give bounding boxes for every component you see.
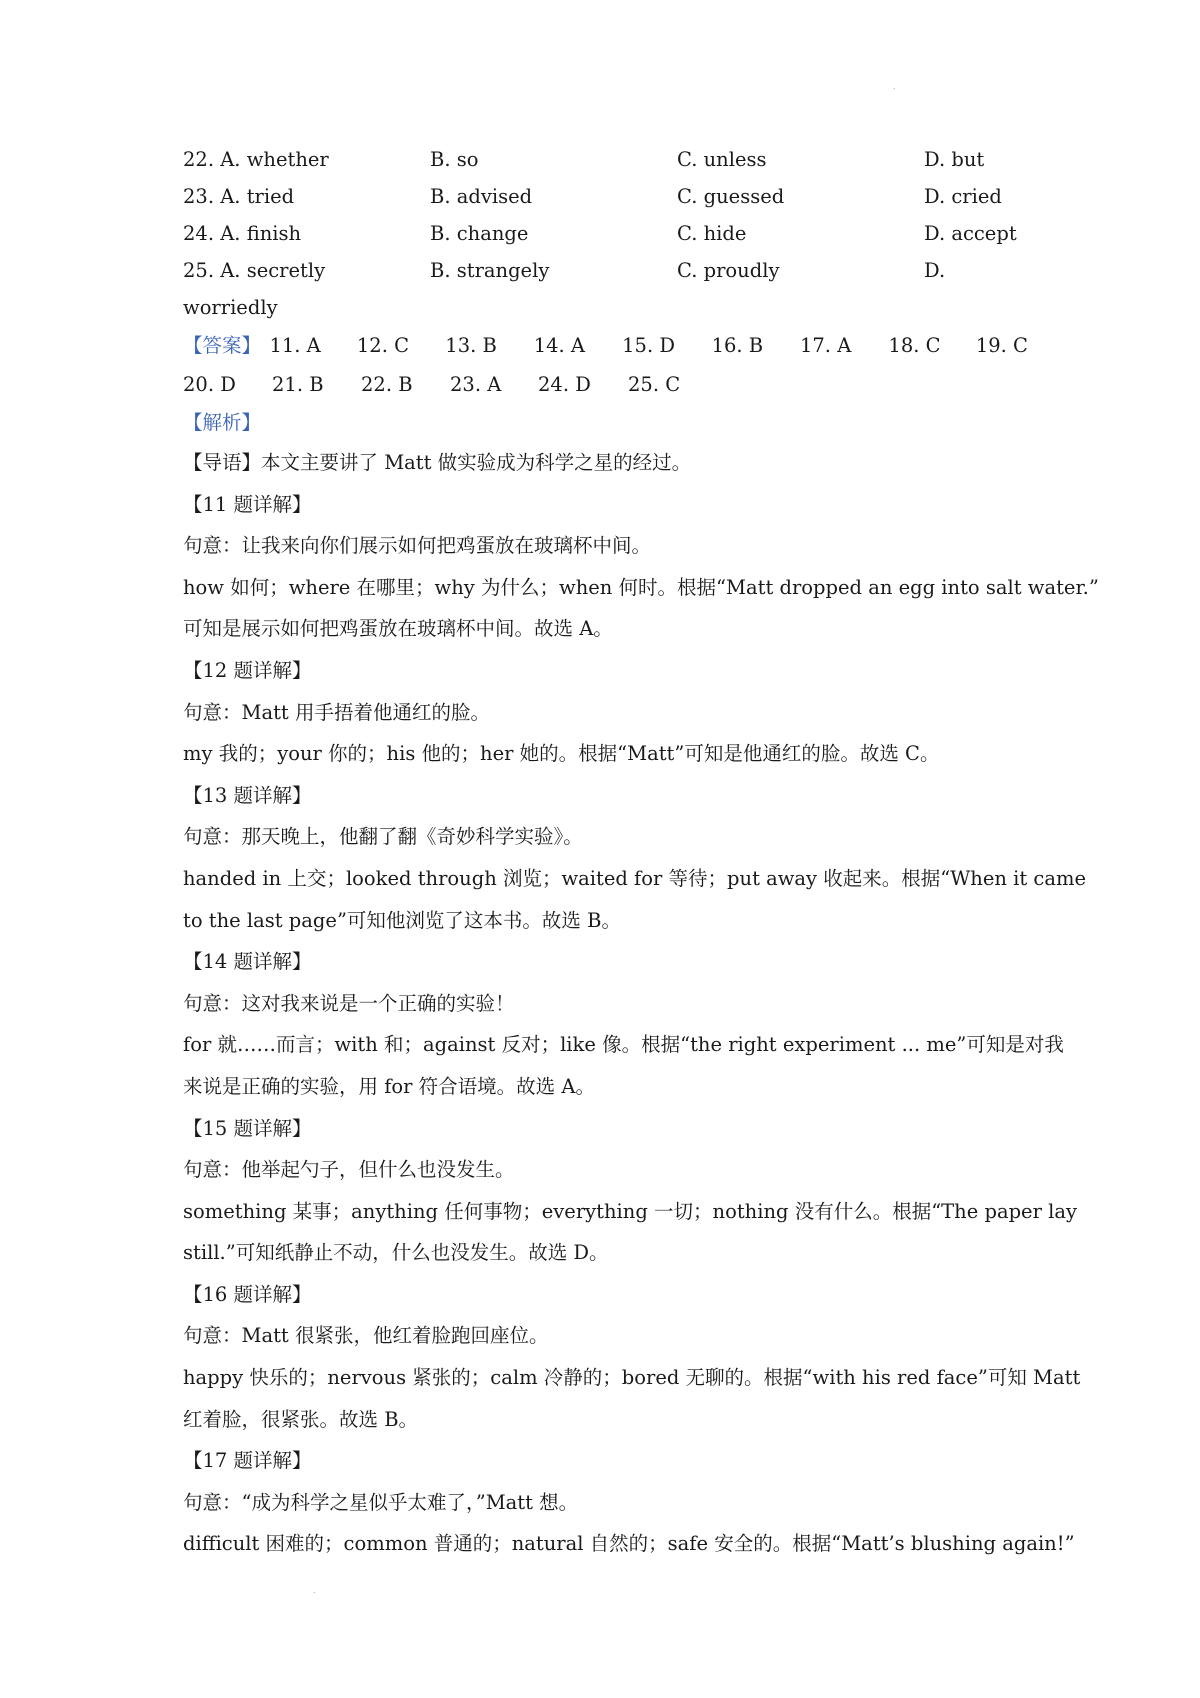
option-b: B. change (430, 222, 529, 245)
scan-dot: . (893, 82, 896, 91)
option-c: C. proudly (677, 259, 780, 282)
q11-translation: 句意：让我来向你们展示如何把鸡蛋放在玻璃杯中间。 (183, 534, 652, 558)
option-b: B. advised (430, 185, 533, 208)
q15-explanation: something 某事；anything 任何事物；everything 一切；nothing 没有什么。根据“The paper lay (183, 1199, 1078, 1223)
q16-heading: 【16 题详解】 (183, 1282, 312, 1306)
q14-explanation: for 就……而言；with 和；against 反对；like 像。根据“the right experiment ... me”可知是对我 (183, 1033, 1064, 1057)
option-row (183, 141, 1028, 178)
q16-explanation: happy 快乐的；nervous 紧张的；calm 冷静的；bored 无聊的。根据“with his red face”可知 Matt (183, 1366, 1081, 1390)
option-d: D. accept (924, 222, 1017, 245)
option-b: B. so (430, 148, 479, 171)
q13-explanation: handed in 上交；looked through 浏览；waited for 等待；put away 收起来。根据“When it came (183, 866, 1086, 890)
answer-item: 11. A (269, 334, 321, 357)
answer-item: 22. B (361, 373, 413, 396)
q17-heading: 【17 题详解】 (183, 1449, 312, 1473)
answer-item: 24. D (538, 373, 591, 396)
option-row (183, 178, 1028, 215)
answer-item: 23. A (450, 373, 502, 396)
q14-explanation: 来说是正确的实验，用 for 符合语境。故选 A。 (183, 1074, 595, 1098)
option-b: B. strangely (430, 259, 550, 282)
option-a: 24. A. finish (183, 222, 302, 245)
option-a: 23. A. tried (183, 185, 295, 208)
intro-line: 【导语】本文主要讲了 Matt 做实验成为科学之星的经过。 (183, 451, 692, 474)
answer-item: 12. C (356, 334, 410, 357)
q16-translation: 句意：Matt 很紧张，他红着脸跑回座位。 (183, 1324, 549, 1348)
q12-heading: 【12 题详解】 (183, 658, 312, 682)
q14-heading: 【14 题详解】 (183, 950, 312, 974)
q15-explanation: still.”可知纸静止不动，什么也没发生。故选 D。 (183, 1241, 609, 1265)
q11-explanation: how 如何；where 在哪里；why 为什么；when 何时。根据“Matt dropped an egg into salt water.” (183, 575, 1099, 599)
q11-explanation: 可知是展示如何把鸡蛋放在玻璃杯中间。故选 A。 (183, 617, 613, 641)
q15-heading: 【15 题详解】 (183, 1116, 312, 1140)
option-row (183, 252, 1028, 289)
answer-item: 13. B (445, 334, 497, 357)
q14-translation: 句意：这对我来说是一个正确的实验！ (183, 991, 515, 1015)
q16-explanation: 红着脸，很紧张。故选 B。 (183, 1407, 419, 1431)
q13-heading: 【13 题详解】 (183, 783, 312, 807)
q13-translation: 句意：那天晚上，他翻了翻《奇妙科学实验》。 (183, 825, 583, 849)
q12-explanation: my 我的；your 你的；his 他的；her 她的。根据“Matt”可知是他通红的脸。故选 C。 (183, 742, 940, 766)
answer-item: 19. C (975, 334, 1028, 357)
option-a: 25. A. secretly (183, 259, 326, 282)
scan-dot: . (313, 1586, 316, 1595)
option-row (183, 215, 1028, 252)
answer-item: 14. A (533, 334, 586, 357)
option-d: D. but (924, 148, 985, 171)
answers-row (183, 326, 1028, 365)
option-c: C. guessed (677, 185, 785, 208)
answer-item: 16. B (711, 334, 764, 357)
options-block (183, 141, 1028, 326)
answer-item: 17. A (799, 334, 852, 357)
answer-item: 18. C (888, 334, 941, 357)
q15-translation: 句意：他举起勺子，但什么也没发生。 (183, 1158, 515, 1182)
q17-explanation: difficult 困难的；common 普通的；natural 自然的；safe 安全的。根据“Matt’s blushing again!” (183, 1532, 1075, 1556)
answers-row (183, 365, 1028, 404)
q17-translation: 句意：“成为科学之星似乎太难了，”Matt 想。 (183, 1490, 579, 1514)
option-a: 22. A. whether (183, 148, 329, 171)
q11-heading: 【11 题详解】 (183, 492, 312, 516)
document-body (183, 141, 1099, 1565)
option-wrap: worriedly (183, 296, 278, 319)
answer-item: 21. B (272, 373, 324, 396)
analysis-text (183, 442, 1099, 1565)
answer-item: 15. D (622, 334, 675, 357)
analysis-label: 【解析】 (183, 411, 262, 434)
q13-explanation: to the last page”可知他浏览了这本书。故选 B。 (183, 908, 621, 932)
answer-item: 25. C (628, 373, 681, 396)
answer-label: 【答案】 (183, 334, 262, 357)
option-d: D. cried (924, 185, 1002, 208)
option-c: C. hide (677, 222, 747, 245)
q12-translation: 句意：Matt 用手捂着他通红的脸。 (183, 700, 490, 724)
answers-block (183, 326, 1028, 404)
option-d: D. (924, 259, 946, 282)
answer-item: 20. D (183, 373, 236, 396)
option-c: C. unless (677, 148, 767, 171)
